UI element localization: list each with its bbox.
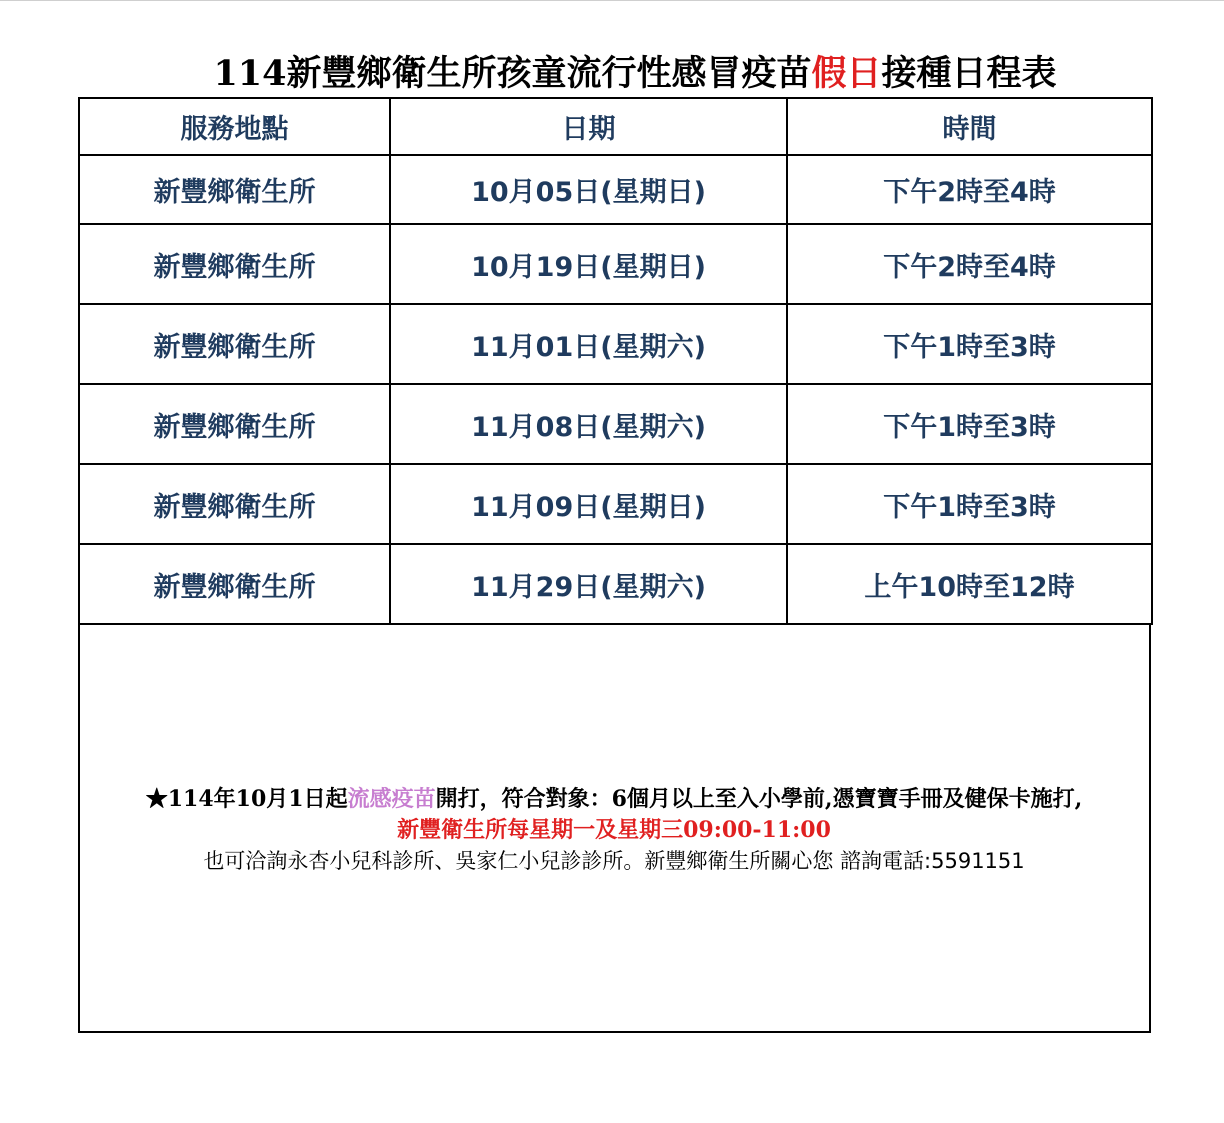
cell-location: 新豐鄉衛生所 <box>79 544 390 624</box>
cell-location: 新豐鄉衛生所 <box>79 304 390 384</box>
cell-date: 11月08日(星期六) <box>390 384 787 464</box>
page-title <box>80 50 1190 98</box>
title-prefix: 114新豐鄉衛生所孩童流行性感冒疫苗 <box>213 53 812 94</box>
cell-date: 11月29日(星期六) <box>390 544 787 624</box>
notes-line-1 <box>80 784 1148 815</box>
table-row <box>79 224 1152 304</box>
title-highlight: 假日 <box>811 53 882 94</box>
table-header-row <box>79 98 1152 155</box>
cell-date: 11月09日(星期日) <box>390 464 787 544</box>
cell-location: 新豐鄉衛生所 <box>79 155 390 224</box>
notes-line-1-suffix: 開打，符合對象：6個月以上至入小學前,憑寶寶手冊及健保卡施打, <box>435 786 1083 812</box>
table-row <box>79 544 1152 624</box>
cell-location: 新豐鄉衛生所 <box>79 384 390 464</box>
cell-location: 新豐鄉衛生所 <box>79 464 390 544</box>
notes-line-2: 新豐衛生所每星期一及星期三09:00-11:00 <box>397 817 831 843</box>
cell-date: 11月01日(星期六) <box>390 304 787 384</box>
cell-date: 10月05日(星期日) <box>390 155 787 224</box>
cell-location: 新豐鄉衛生所 <box>79 224 390 304</box>
cell-time: 上午10時至12時 <box>787 544 1152 624</box>
cell-time: 下午2時至4時 <box>787 224 1152 304</box>
header-time: 時間 <box>787 98 1152 155</box>
top-border-line <box>0 0 1224 1</box>
notes-line-1-prefix: ★114年10月1日起 <box>145 786 348 812</box>
cell-date: 10月19日(星期日) <box>390 224 787 304</box>
table-row <box>79 464 1152 544</box>
cell-time: 下午1時至3時 <box>787 464 1152 544</box>
header-location: 服務地點 <box>79 98 390 155</box>
header-date: 日期 <box>390 98 787 155</box>
cell-time: 下午2時至4時 <box>787 155 1152 224</box>
notes-section <box>80 784 1148 877</box>
table-row <box>79 155 1152 224</box>
title-suffix: 接種日程表 <box>881 53 1057 94</box>
cell-time: 下午1時至3時 <box>787 384 1152 464</box>
schedule-table <box>78 97 1153 625</box>
table-row <box>79 384 1152 464</box>
cell-time: 下午1時至3時 <box>787 304 1152 384</box>
notes-line-3: 也可洽詢永杏小兒科診所、吳家仁小兒診診所。新豐鄉衛生所關心您 諮詢電話:5591151 <box>203 849 1025 873</box>
notes-line-1-highlight: 流感疫苗 <box>347 786 436 812</box>
table-row <box>79 304 1152 384</box>
